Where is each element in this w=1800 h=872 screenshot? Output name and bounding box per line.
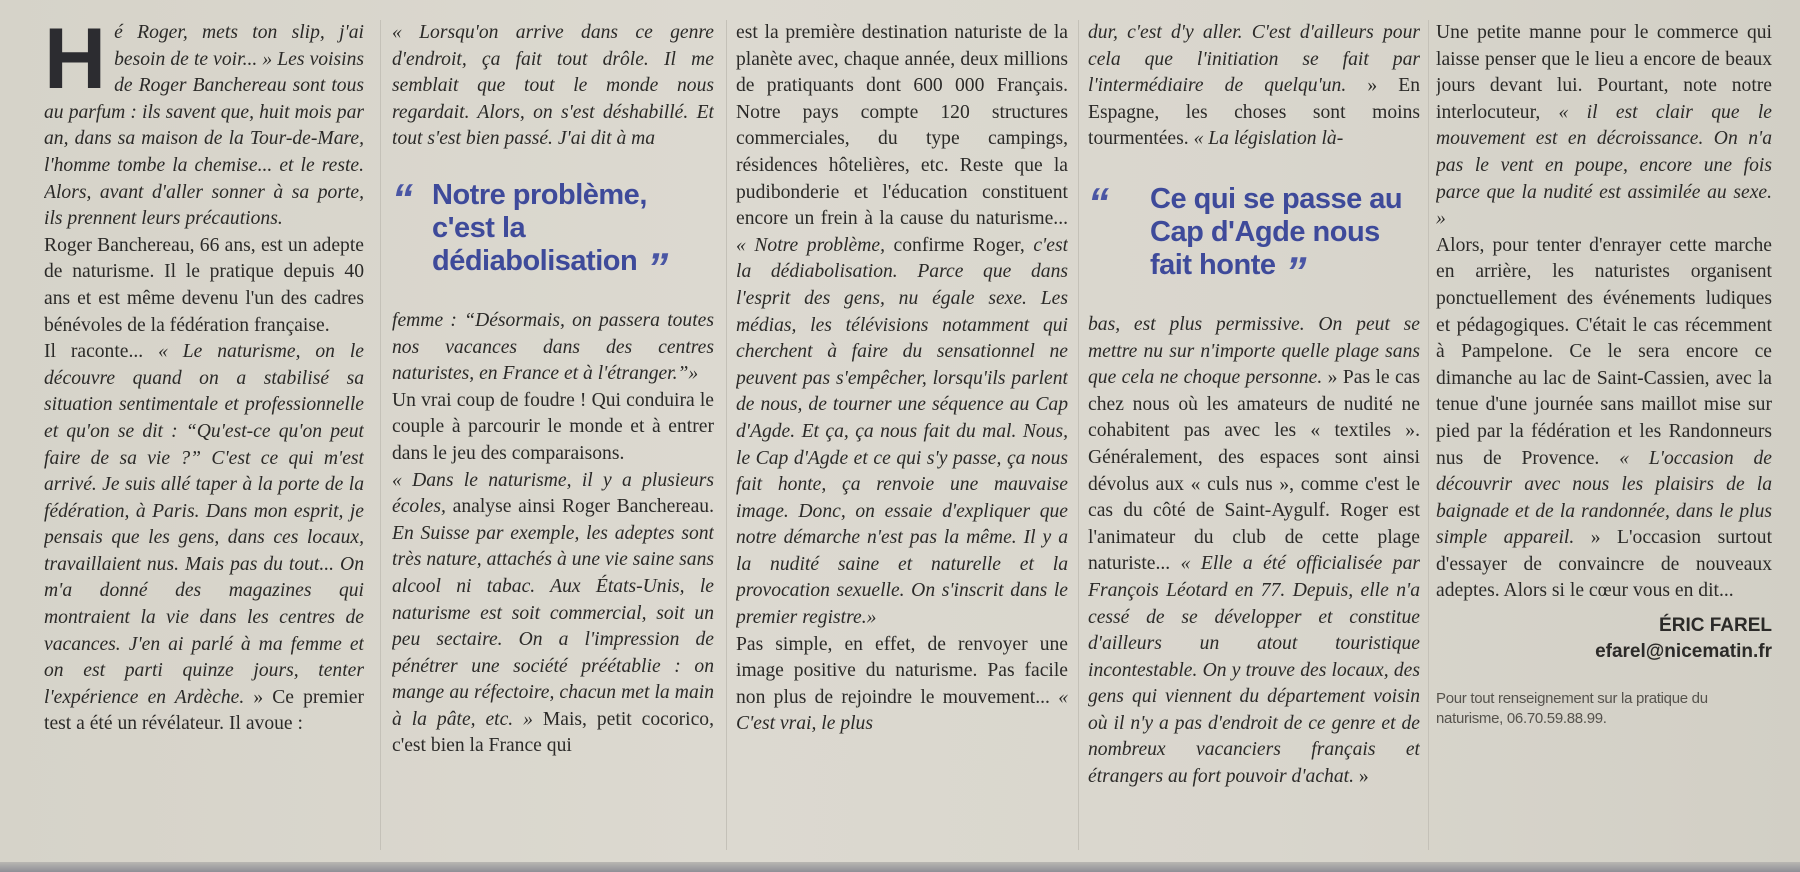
article-column-3 xyxy=(736,20,1068,855)
paragraph xyxy=(1088,312,1420,791)
paragraph: Un vrai coup de foudre ! Qui conduira le couple à parcourir le monde et à entrer dans le jeu des comparaisons. xyxy=(392,389,714,464)
text-run: analyse ainsi Roger Banchereau. xyxy=(445,496,714,518)
quote-text: « L'occasion de découvrir avec nous les plaisirs de la baignade et de la randonnée, dans le plus simple appareil. xyxy=(1436,447,1772,549)
quote-text: « Elle a été officialisée par François Léotard en 77. Depuis, elle n'a cessé de se développer et constitue d'ailleurs un atout touristique incontestable. On y trouve des locaux, des gens qui viennent du département voisin où il n'y a pas d'endroit de ce genre et de nombreux vacanciers français et étrangers au fort pouvoir d'achat. xyxy=(1088,553,1420,788)
text-run: Il raconte... xyxy=(44,341,159,363)
quote-text: « Le naturisme, on le découvre quand on a stabilisé sa situation sentimentale et professionnelle et qu'on se dit : “Qu'est-ce qu'on peut faire de sa vie ?” C'est ce qui m'est arrivé. Je suis allé taper à la porte de la fédération, à Paris. Dans mon esprit, je pensais que les gens, dans ces locaux, travaillaient nus. Mais pas du tout... On m'a donné des magazines qui montraient la vie dans les centres de vacances. J'en ai parlé à ma femme et on est parti quinze jours, tenter l'expérience en Ardèche. xyxy=(44,341,364,708)
page-edge xyxy=(0,862,1800,872)
author-email: efarel@nicematin.fr xyxy=(1595,641,1772,663)
text-run: est la première destination naturiste de la planète avec, chaque année, deux millions de pratiquants dont 600 000 Français. Notre pays compte 120 structures commerciales, du type campings, résidences hôtelières, etc. Reste que la pudibonderie et l'éducation constituent encore un frein à la cause du naturisme... xyxy=(736,22,1068,230)
paragraph xyxy=(392,468,714,761)
article-column-5 xyxy=(1436,20,1772,855)
paragraph xyxy=(1088,20,1420,153)
quote-text: En Suisse par exemple, les adeptes sont très nature, attachés à une vie saine sans alcool ni tabac. Aux États-Unis, le naturisme est soit commercial, soit un peu sectaire. On a l'impression de pénétrer une société préétablie : on mange au réfectoire, chacun met la main à la pâte, etc. » xyxy=(392,522,714,730)
pull-quote xyxy=(1088,178,1420,295)
text-run: » Pas le cas chez nous où les amateurs de nudité ne cohabitent pas avec les « textiles ». Généralement, des espaces sont ainsi dévolus aux « culs nus », comme c'est le cas du côté de Saint-Aygulf. Roger est l'animateur du club de cette plage naturiste... xyxy=(1088,367,1420,575)
quote-paragraph: « Lorsqu'on arrive dans ce genre d'endroit, ça fait tout drôle. Il me semblait que tout le monde nous regardait. Alors, on s'est déshabillé. Et tout s'est bien passé. J'ai dit à ma xyxy=(392,22,714,150)
text-run: » Ce premier test a été un révélateur. Il avoue : xyxy=(44,686,364,735)
quote-text: « La législation là- xyxy=(1193,128,1344,150)
quote-paragraph: femme : “Désormais, on passera toutes nos vacances dans des centres naturistes, en France et à l'étranger.”» xyxy=(392,309,714,385)
open-quote-mark: “ xyxy=(392,174,413,222)
quote-text: dur, c'est d'y aller. C'est d'ailleurs pour cela que l'initiation se fait par l'intermédiaire de quelqu'un. xyxy=(1088,22,1420,97)
column-rule xyxy=(726,20,727,850)
quote-text: « Notre problème, xyxy=(736,234,885,256)
quote-text: « Dans le naturisme, il y a plusieurs écoles, xyxy=(392,469,714,518)
text-run: confirme Roger, xyxy=(884,234,1034,256)
text-run: Une petite manne pour le commerce qui laisse penser que le lieu a encore de beaux jours devant lui. Pourtant, note notre interlocuteur, xyxy=(1436,22,1772,123)
author-byline: ÉRIC FAREL xyxy=(1659,615,1772,637)
paragraph xyxy=(44,339,364,738)
open-quote-mark: “ xyxy=(1088,178,1109,226)
intro-paragraph xyxy=(44,20,364,233)
pull-quote-text: Ce qui se passe au Cap d'Agde nous fait honte xyxy=(1150,182,1403,281)
article-column-2 xyxy=(392,20,714,855)
quote-text: c'est la dédiabolisation. Parce que dans l'esprit des gens, nu égale sexe. Les médias, les télévisions notamment qui cherchent à faire du sensationnel ne peuvent pas s'empêcher, lorsqu'ils parlent de nous, de tourner une séquence au Cap d'Agde. Et ça, ça nous fait du mal. Nous, le Cap d'Agde et ce qui s'y passe, ça nous fait honte, ça renvoie une mauvaise image. Donc, on essaie d'expliquer que notre démarche n'est pas la même. Il y a la nudité saine et naturelle et la provocation sexuelle. On s'inscrit dans le premier registre.» xyxy=(736,234,1068,629)
paragraph: Roger Banchereau, 66 ans, est un adepte de naturisme. Il le pratique depuis 40 ans et est même devenu l'un des cadres bénévoles de la fédération française. xyxy=(44,234,364,336)
quote-text: bas, est plus permissive. On peut se mettre nu sur n'importe quelle plage sans que cela ne choque personne. xyxy=(1088,313,1420,389)
text-run: » xyxy=(1353,766,1369,788)
text-run: » L'occasion surtout d'essayer de convaincre de nouveaux adeptes. Alors si le cœur vous en dit... xyxy=(1436,527,1772,602)
quote-text: « C'est vrai, le plus xyxy=(736,686,1068,735)
column-rule xyxy=(1428,20,1429,850)
drop-cap: H xyxy=(44,20,107,107)
paragraph xyxy=(736,632,1068,738)
text-run: Pas simple, en effet, de renvoyer une image positive du naturisme. Pas facile non plus de rejoindre le mouvement... xyxy=(736,633,1068,708)
article-column-1 xyxy=(44,20,364,855)
paragraph xyxy=(1436,233,1772,605)
column-rule xyxy=(1078,20,1079,850)
text-run: Alors, pour tenter d'enrayer cette marche en arrière, les naturistes organisent ponctuellement des événements ludiques et pédagogiques. C'était le cas récemment à Pampelone. Ce le sera encore ce dimanche au lac de Saint-Cassien, avec la tenue d'une journée sans maillot mise sur pied par la fédération et les Randonneurs nus de Provence. xyxy=(1436,234,1772,469)
close-quote-mark: ” xyxy=(647,243,668,291)
text-run: Mais, petit cocorico, c'est bien la France qui xyxy=(392,708,714,757)
intro-text: é Roger, mets ton slip, j'ai besoin de te voir... » Les voisins de Roger Banchereau sont tous au parfum : ils savent que, huit mois par an, dans sa maison de la Tour-de-Mare, l'homme tombe la chemise... et le reste. Alors, avant d'aller sonner à sa porte, ils prennent leurs précautions. xyxy=(44,22,364,230)
column-rule xyxy=(380,20,381,850)
info-note: Pour tout renseignement sur la pratique du naturisme, 06.70.59.88.99. xyxy=(1436,690,1708,728)
quote-text: « il est clair que le mouvement est en décroissance. On n'a pas le vent en poupe, encore une fois parce que la nudité est assimilée au sexe. » xyxy=(1436,101,1772,230)
text-run: » En Espagne, les choses sont moins tourmentées. xyxy=(1088,75,1420,150)
pull-quote xyxy=(392,174,714,291)
article-column-4 xyxy=(1088,20,1420,855)
paragraph xyxy=(736,20,1068,632)
paragraph xyxy=(1436,20,1772,233)
pull-quote-text: Notre problème, c'est la dédiabolisation xyxy=(432,178,647,277)
close-quote-mark: ” xyxy=(1285,247,1306,295)
